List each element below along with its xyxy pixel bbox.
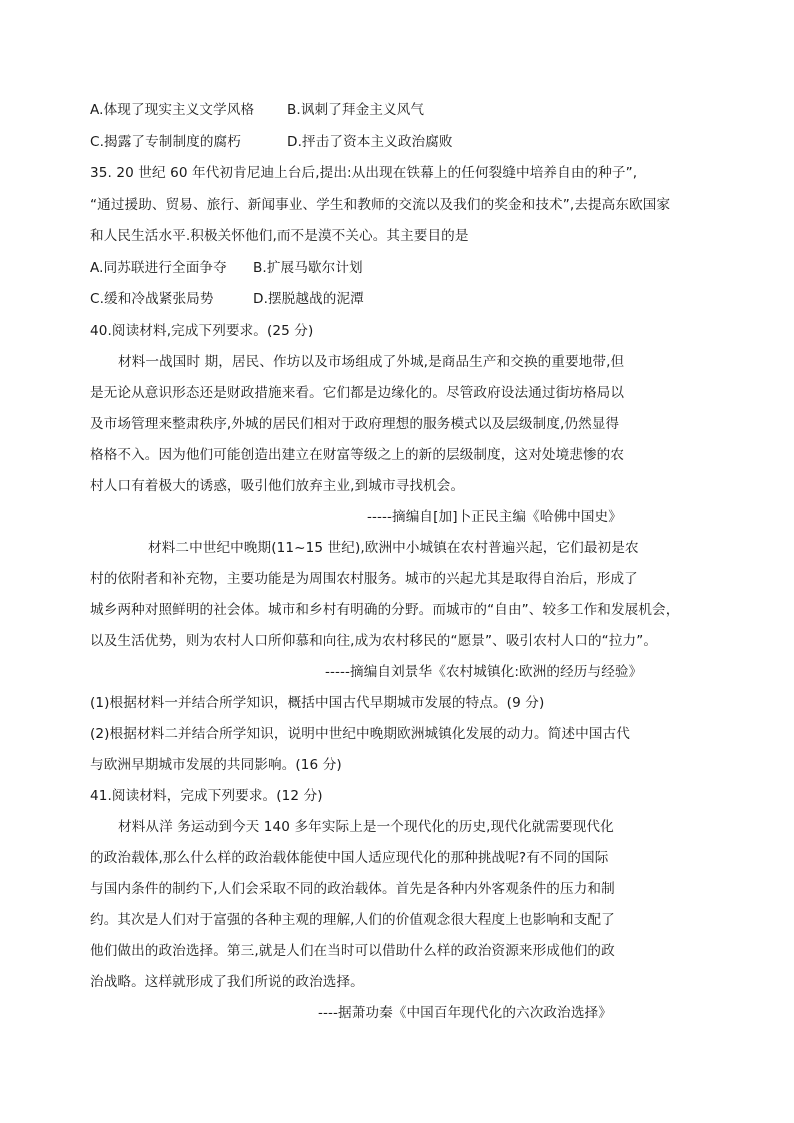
q41-material-line-2: 的政治载体,那么什么样的政治载体能使中国人适应现代化的那种挑战呢?有不同的国际	[90, 850, 609, 866]
q34-option-d: D.抨击了资本主义政治腐败	[287, 134, 453, 150]
q40-material-1-line-4: 格格不入。因为他们可能创造出建立在财富等级之上的新的层级制度，这对处境悲惨的农	[90, 447, 625, 463]
q41-material-line-1: 材料从洋 务运动到今天 140 多年实际上是一个现代化的历史,现代化就需要现代化	[118, 819, 614, 835]
q41-material-line-4: 约。其次是人们对于富强的各种主观的理解,人们的价值观念很大程度上也影响和支配了	[90, 912, 615, 928]
q40-material-1-line-3: 及市场管理来整肃秩序,外城的居民们相对于政府理想的服务模式以及层级制度,仍然显得	[90, 416, 620, 432]
q35-option-c: C.缓和冷战紧张局势	[90, 291, 214, 307]
q35-option-row-2	[90, 290, 364, 308]
q40-subquestion-2-line-1: (2)根据材料二并结合所学知识，说明中世纪中晚期欧洲城镇化发展的动力。简述中国古代	[90, 726, 630, 742]
q35-option-a: A.同苏联进行全面争夺	[90, 260, 227, 276]
q35-stem-line-3: 和人民生活水平.积极关怀他们,而不是漠不关心。其主要目的是	[90, 228, 469, 244]
q40-material-2-line-4: 以及生活优势，则为农村人口所仰慕和向往,成为农村移民的“愿景”、吸引农村人口的“拉力”。	[90, 633, 658, 649]
q40-material-1-source: -----摘编自[加]卜正民主编《哈佛中国史》	[367, 509, 622, 525]
q34-option-b: B.讽刺了拜金主义风气	[287, 102, 425, 118]
q35-option-row-1	[90, 259, 363, 277]
q41-header: 41.阅读材料，完成下列要求。(12 分)	[90, 788, 323, 804]
q41-material-line-5: 他们做出的政治选择。第三,就是人们在当时可以借助什么样的政治资源来形成他们的政	[90, 943, 615, 959]
q41-material-line-6: 治战略。这样就形成了我们所说的政治选择。	[90, 974, 364, 990]
q34-option-a: A.体现了现实主义文学风格	[90, 102, 255, 118]
q35-option-b: B.扩展马歇尔计划	[253, 260, 363, 276]
q40-material-1-line-5: 村人口有着极大的诱惑，吸引他们放弃主业,到城市寻找机会。	[90, 478, 465, 494]
q40-material-1-line-1: 材料一战国时 期，居民、作坊以及市场组成了外城,是商品生产和交换的重要地带,但	[118, 354, 625, 370]
q40-material-2-source: -----摘编自刘景华《农村城镇化:欧洲的经历与经验》	[325, 664, 643, 680]
q41-material-line-3: 与国内条件的制约下,人们会采取不同的政治载体。首先是各种内外客观条件的压力和制	[90, 881, 615, 897]
q34-option-row-1	[90, 101, 425, 119]
q40-material-1-line-2: 是无论从意识形态还是财政措施来看。它们都是边缘化的。尽管政府设法通过街坊格局以	[90, 385, 625, 401]
q40-material-2-line-3: 城乡两种对照鲜明的社会体。城市和乡村有明确的分野。而城市的“自由”、较多工作和发展机会，	[90, 602, 680, 618]
q34-option-c: C.揭露了专制制度的腐朽	[90, 134, 241, 150]
q40-material-2-line-2: 村的依附者和补充物，主要功能是为周围农村服务。城市的兴起尤其是取得自治后，形成了	[90, 571, 638, 587]
q40-subquestion-2-line-2: 与欧洲早期城市发展的共同影响。(16 分)	[90, 757, 342, 773]
q35-stem-line-1: 35. 20 世纪 60 年代初肯尼迪上台后,提出:从出现在铁幕上的任何裂缝中培养自由的种子”,	[90, 165, 638, 181]
q35-option-d: D.摆脱越战的泥潭	[253, 291, 364, 307]
q41-material-source: ----据萧功秦《中国百年现代化的六次政治选择》	[318, 1005, 612, 1021]
q35-stem-line-2: “通过援助、贸易、旅行、新闻事业、学生和教师的交流以及我们的奖金和技术”,去提高东欧国家	[90, 197, 671, 213]
q34-option-row-2	[90, 133, 453, 151]
q40-subquestion-1: (1)根据材料一并结合所学知识，概括中国古代早期城市发展的特点。(9 分)	[90, 695, 545, 711]
q40-header: 40.阅读材料,完成下列要求。(25 分)	[90, 323, 314, 339]
q40-material-2-line-1: 材料二中世纪中晚期(11~15 世纪),欧洲中小城镇在农村普遍兴起，它们最初是农	[148, 540, 639, 556]
